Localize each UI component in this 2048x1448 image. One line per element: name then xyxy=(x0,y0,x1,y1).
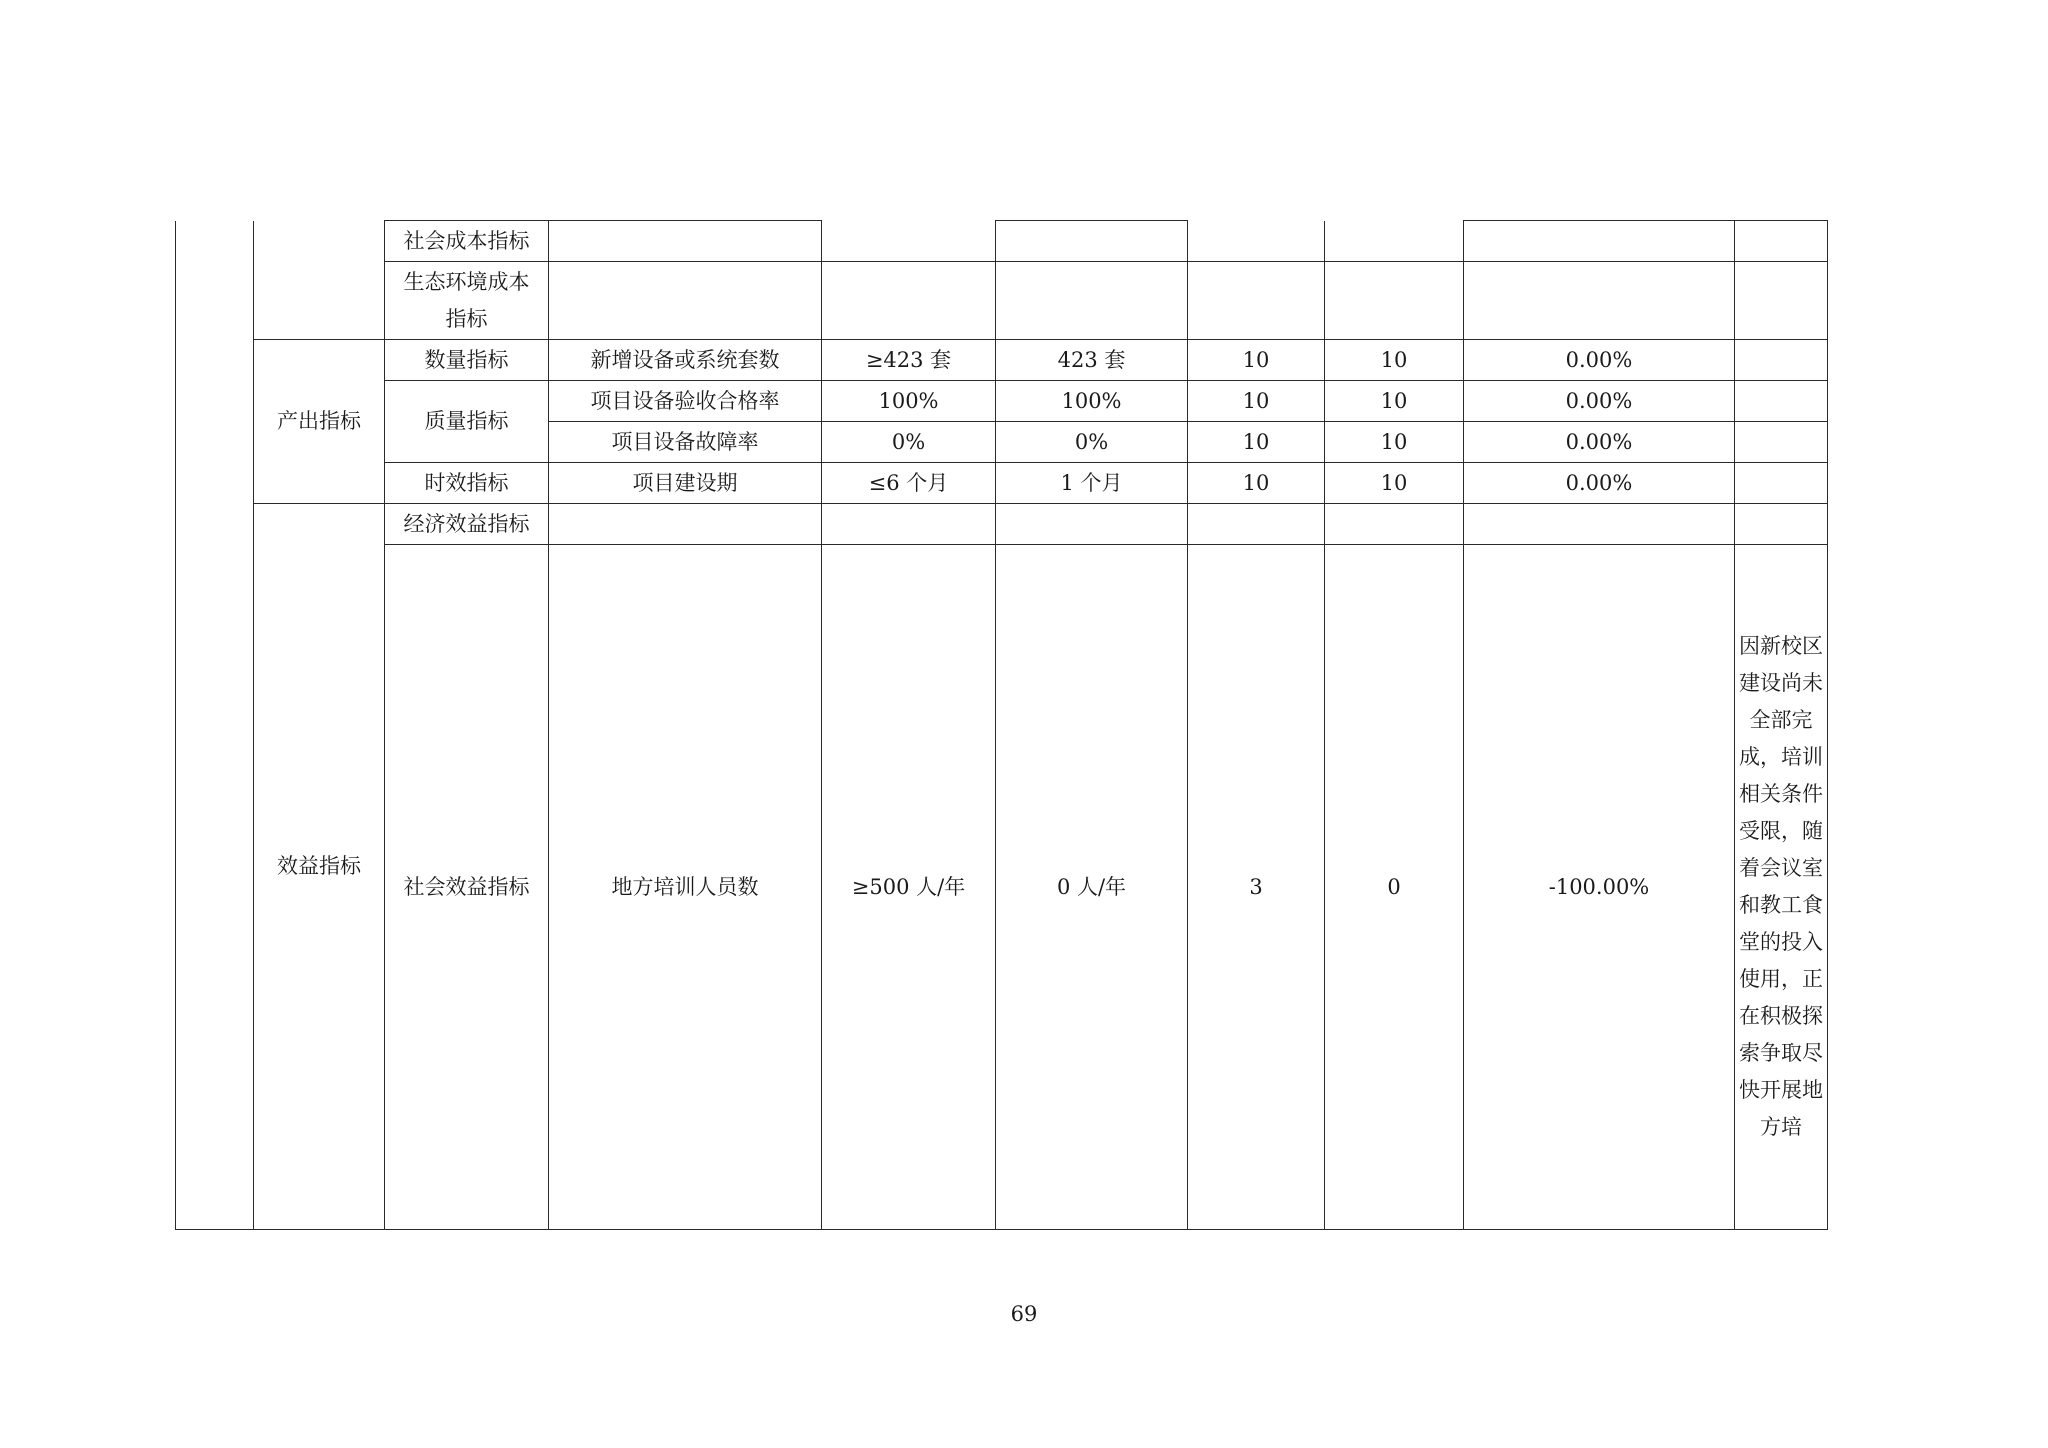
subcategory-cell: 社会成本指标 xyxy=(385,221,549,262)
weight-cell: 10 xyxy=(1188,381,1325,422)
table-row xyxy=(176,545,1828,1230)
indicator-cell: 项目建设期 xyxy=(549,463,822,504)
category-cell-output: 产出指标 xyxy=(254,340,385,504)
score-cell: 10 xyxy=(1325,463,1464,504)
subcategory-cell: 生态环境成本指标 xyxy=(385,262,549,340)
indicator-cell xyxy=(549,221,822,262)
table-row xyxy=(176,340,1828,381)
target-cell xyxy=(822,262,996,340)
deviation-cell: 0.00% xyxy=(1464,340,1735,381)
weight-cell xyxy=(1188,262,1325,340)
target-cell: 0% xyxy=(822,422,996,463)
actual-cell: 100% xyxy=(996,381,1188,422)
indicator-cell: 新增设备或系统套数 xyxy=(549,340,822,381)
performance-indicator-table xyxy=(175,220,1828,1230)
indicator-cell xyxy=(549,262,822,340)
deviation-cell: 0.00% xyxy=(1464,463,1735,504)
target-cell: ≥423 套 xyxy=(822,340,996,381)
subcategory-cell: 质量指标 xyxy=(385,381,549,463)
weight-cell xyxy=(1188,504,1325,545)
indicator-cell xyxy=(549,504,822,545)
target-cell: 100% xyxy=(822,381,996,422)
score-cell xyxy=(1325,262,1464,340)
weight-cell: 10 xyxy=(1188,422,1325,463)
subcategory-cell: 时效指标 xyxy=(385,463,549,504)
actual-cell xyxy=(996,504,1188,545)
actual-cell: 0 人/年 xyxy=(996,545,1188,1230)
target-cell: ≥500 人/年 xyxy=(822,545,996,1230)
target-cell xyxy=(822,221,996,262)
remark-cell xyxy=(1735,422,1828,463)
remark-cell xyxy=(1735,340,1828,381)
subcategory-cell: 经济效益指标 xyxy=(385,504,549,545)
remark-cell xyxy=(1735,381,1828,422)
table-row xyxy=(176,262,1828,340)
score-cell: 0 xyxy=(1325,545,1464,1230)
remark-cell xyxy=(1735,463,1828,504)
table-row xyxy=(176,221,1828,262)
deviation-cell xyxy=(1464,262,1735,340)
remark-cell xyxy=(1735,504,1828,545)
deviation-cell: 0.00% xyxy=(1464,381,1735,422)
score-cell: 10 xyxy=(1325,340,1464,381)
subcategory-cell: 数量指标 xyxy=(385,340,549,381)
weight-cell: 10 xyxy=(1188,340,1325,381)
remark-cell: 因新校区建设尚未全部完成，培训相关条件受限，随着会议室和教工食堂的投入使用，正在积极探索争取尽快开展地方培 xyxy=(1735,545,1828,1230)
target-cell xyxy=(822,504,996,545)
cost-category-cell xyxy=(254,221,385,340)
weight-cell: 10 xyxy=(1188,463,1325,504)
deviation-cell: -100.00% xyxy=(1464,545,1735,1230)
weight-cell: 3 xyxy=(1188,545,1325,1230)
remark-cell xyxy=(1735,221,1828,262)
score-cell xyxy=(1325,221,1464,262)
deviation-cell xyxy=(1464,504,1735,545)
target-cell: ≤6 个月 xyxy=(822,463,996,504)
page-number: 69 xyxy=(1010,1302,1038,1326)
table-row xyxy=(176,463,1828,504)
actual-cell: 423 套 xyxy=(996,340,1188,381)
actual-cell xyxy=(996,221,1188,262)
score-cell: 10 xyxy=(1325,422,1464,463)
indicator-cell: 项目设备故障率 xyxy=(549,422,822,463)
indicator-cell: 地方培训人员数 xyxy=(549,545,822,1230)
subcategory-cell: 社会效益指标 xyxy=(385,545,549,1230)
actual-cell: 1 个月 xyxy=(996,463,1188,504)
actual-cell: 0% xyxy=(996,422,1188,463)
table-row xyxy=(176,504,1828,545)
deviation-cell xyxy=(1464,221,1735,262)
score-cell: 10 xyxy=(1325,381,1464,422)
weight-cell xyxy=(1188,221,1325,262)
deviation-cell: 0.00% xyxy=(1464,422,1735,463)
table-row xyxy=(176,381,1828,422)
indicator-cell: 项目设备验收合格率 xyxy=(549,381,822,422)
score-cell xyxy=(1325,504,1464,545)
category-cell-benefit: 效益指标 xyxy=(254,504,385,1230)
outer-category-cell xyxy=(176,221,254,1230)
actual-cell xyxy=(996,262,1188,340)
remark-cell xyxy=(1735,262,1828,340)
